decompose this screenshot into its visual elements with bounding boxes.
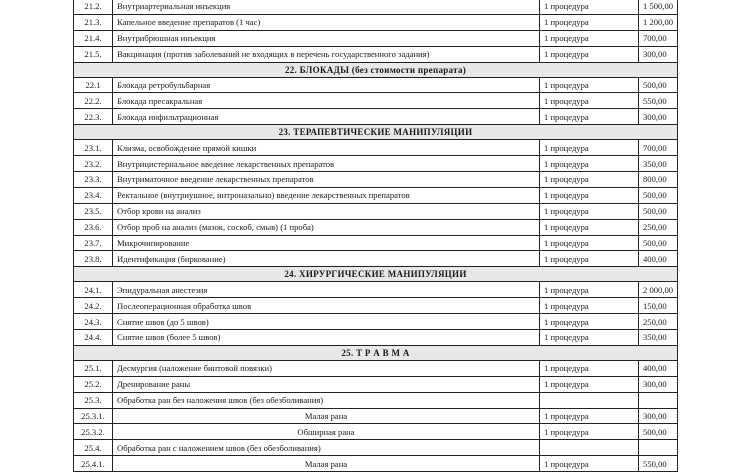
service-name: Обработка ран с наложением швов (без обезболивания) bbox=[113, 440, 540, 456]
service-price: 350,00 bbox=[639, 330, 678, 346]
table-row bbox=[74, 219, 678, 235]
service-name: Внутрицистернальное введение лекарственных препаратов bbox=[113, 156, 540, 172]
service-code: 21.5. bbox=[74, 46, 113, 62]
service-name: Дренирование раны bbox=[113, 376, 540, 392]
service-name: Малая рана bbox=[113, 408, 540, 424]
section-title: 25. Т Р А В М А bbox=[74, 345, 678, 360]
section-header-row bbox=[74, 345, 678, 360]
service-unit: 1 процедура bbox=[540, 408, 639, 424]
service-price: 2 000,00 bbox=[639, 282, 678, 298]
service-code: 24.2. bbox=[74, 298, 113, 314]
service-price: 300,00 bbox=[639, 109, 678, 125]
service-name: Ректальное (внутриушное, интроназально) введение лекарственных препаратов bbox=[113, 187, 540, 203]
service-price: 300,00 bbox=[639, 46, 678, 62]
service-unit: 1 процедура bbox=[540, 298, 639, 314]
service-unit: 1 процедура bbox=[540, 14, 639, 30]
service-unit: 1 процедура bbox=[540, 46, 639, 62]
service-name: Снятие швов (до 5 швов) bbox=[113, 314, 540, 330]
service-price: 400,00 bbox=[639, 251, 678, 267]
service-unit: 1 процедура bbox=[540, 330, 639, 346]
service-unit: 1 процедура bbox=[540, 30, 639, 46]
service-price: 700,00 bbox=[639, 140, 678, 156]
service-code: 25.1. bbox=[74, 360, 113, 376]
service-code: 23.7. bbox=[74, 235, 113, 251]
service-unit: 1 процедура bbox=[540, 251, 639, 267]
table-row bbox=[74, 0, 678, 14]
service-unit: 1 процедура bbox=[540, 424, 639, 440]
service-name: Блокада пресакральная bbox=[113, 93, 540, 109]
service-code: 25.4.1. bbox=[74, 456, 113, 472]
service-price: 250,00 bbox=[639, 219, 678, 235]
table-row bbox=[74, 408, 678, 424]
table-row bbox=[74, 376, 678, 392]
service-name: Послеоперационная обработка швов bbox=[113, 298, 540, 314]
service-unit: 1 процедура bbox=[540, 360, 639, 376]
service-name: Обработка ран без наложения швов (без обезболивания) bbox=[113, 392, 540, 408]
service-code: 21.2. bbox=[74, 0, 113, 14]
service-price: 350,00 bbox=[639, 156, 678, 172]
service-code: 24.4. bbox=[74, 330, 113, 346]
service-price: 700,00 bbox=[639, 30, 678, 46]
service-price: 550,00 bbox=[639, 93, 678, 109]
section-title: 24. ХИРУРГИЧЕСКИЕ МАНИПУЛЯЦИИ bbox=[74, 267, 678, 282]
service-name: Блокада инфильтрационная bbox=[113, 109, 540, 125]
service-name: Отбор крови на анализ bbox=[113, 203, 540, 219]
service-unit: 1 процедура bbox=[540, 172, 639, 188]
service-unit bbox=[540, 440, 639, 456]
section-title: 23. ТЕРАПЕВТИЧЕСКИЕ МАНИПУЛЯЦИИ bbox=[74, 125, 678, 140]
service-code: 24.1. bbox=[74, 282, 113, 298]
service-unit: 1 процедура bbox=[540, 77, 639, 93]
service-name: Блокада ретробульбарная bbox=[113, 77, 540, 93]
service-price: 1 200,00 bbox=[639, 14, 678, 30]
service-name: Малая рана bbox=[113, 456, 540, 472]
service-name: Снятие швов (более 5 швов) bbox=[113, 330, 540, 346]
price-table-body bbox=[74, 0, 678, 472]
service-unit bbox=[540, 392, 639, 408]
service-price: 500,00 bbox=[639, 77, 678, 93]
service-code: 23.8. bbox=[74, 251, 113, 267]
section-title: 22. БЛОКАДЫ (без стоимости препарата) bbox=[74, 62, 678, 77]
service-price: 500,00 bbox=[639, 203, 678, 219]
service-unit: 1 процедура bbox=[540, 187, 639, 203]
service-unit: 1 процедура bbox=[540, 93, 639, 109]
section-header-row bbox=[74, 62, 678, 77]
service-code: 25.3. bbox=[74, 392, 113, 408]
service-unit: 1 процедура bbox=[540, 314, 639, 330]
service-price: 550,00 bbox=[639, 456, 678, 472]
table-row bbox=[74, 424, 678, 440]
service-code: 25.4. bbox=[74, 440, 113, 456]
service-price: 500,00 bbox=[639, 187, 678, 203]
service-unit: 1 процедура bbox=[540, 235, 639, 251]
service-unit: 1 процедура bbox=[540, 219, 639, 235]
service-name: Идентификация (биркование) bbox=[113, 251, 540, 267]
service-unit: 1 процедура bbox=[540, 203, 639, 219]
table-row bbox=[74, 314, 678, 330]
service-unit: 1 процедура bbox=[540, 282, 639, 298]
service-name: Вакцинация (против заболеваний не входящих в перечень государственного задания) bbox=[113, 46, 540, 62]
service-price bbox=[639, 392, 678, 408]
table-row bbox=[74, 330, 678, 346]
price-table bbox=[73, 0, 678, 472]
service-name: Отбор проб на анализ (мазок, соскоб, смыв) (1 проба) bbox=[113, 219, 540, 235]
table-row bbox=[74, 109, 678, 125]
service-name: Обширная рана bbox=[113, 424, 540, 440]
service-price bbox=[639, 440, 678, 456]
service-code: 21.3. bbox=[74, 14, 113, 30]
service-code: 23.2. bbox=[74, 156, 113, 172]
service-name: Внутриартериальная инъекция bbox=[113, 0, 540, 14]
service-unit: 1 процедура bbox=[540, 156, 639, 172]
service-code: 24.3. bbox=[74, 314, 113, 330]
table-row bbox=[74, 298, 678, 314]
table-row bbox=[74, 235, 678, 251]
service-code: 25.3.1. bbox=[74, 408, 113, 424]
service-code: 23.5. bbox=[74, 203, 113, 219]
table-row bbox=[74, 172, 678, 188]
service-name: Эпидуральная анестезия bbox=[113, 282, 540, 298]
service-code: 23.1. bbox=[74, 140, 113, 156]
service-name: Клизма, освобождение прямой кишки bbox=[113, 140, 540, 156]
section-header-row bbox=[74, 125, 678, 140]
service-code: 25.3.2. bbox=[74, 424, 113, 440]
service-name: Внутрибрюшная инъекция bbox=[113, 30, 540, 46]
service-code: 22.2. bbox=[74, 93, 113, 109]
table-row bbox=[74, 440, 678, 456]
service-code: 23.6. bbox=[74, 219, 113, 235]
service-price: 150,00 bbox=[639, 298, 678, 314]
service-price: 1 500,00 bbox=[639, 0, 678, 14]
service-name: Капельное введение препаратов (1 час) bbox=[113, 14, 540, 30]
table-row bbox=[74, 392, 678, 408]
service-code: 22.3. bbox=[74, 109, 113, 125]
table-row bbox=[74, 77, 678, 93]
table-row bbox=[74, 156, 678, 172]
table-row bbox=[74, 456, 678, 472]
service-code: 23.3. bbox=[74, 172, 113, 188]
service-unit: 1 процедура bbox=[540, 456, 639, 472]
service-code: 25.2. bbox=[74, 376, 113, 392]
service-unit: 1 процедура bbox=[540, 109, 639, 125]
service-price: 800,00 bbox=[639, 172, 678, 188]
table-row bbox=[74, 282, 678, 298]
service-price: 500,00 bbox=[639, 235, 678, 251]
table-row bbox=[74, 360, 678, 376]
service-code: 21.4. bbox=[74, 30, 113, 46]
table-row bbox=[74, 30, 678, 46]
service-name: Микрочипирование bbox=[113, 235, 540, 251]
table-row bbox=[74, 46, 678, 62]
section-header-row bbox=[74, 267, 678, 282]
service-unit: 1 процедура bbox=[540, 376, 639, 392]
service-price: 500,00 bbox=[639, 424, 678, 440]
service-price: 250,00 bbox=[639, 314, 678, 330]
service-price: 300,00 bbox=[639, 376, 678, 392]
table-row bbox=[74, 251, 678, 267]
table-row bbox=[74, 140, 678, 156]
table-row bbox=[74, 203, 678, 219]
service-price: 300,00 bbox=[639, 408, 678, 424]
service-unit: 1 процедура bbox=[540, 140, 639, 156]
service-code: 22.1 bbox=[74, 77, 113, 93]
table-row bbox=[74, 93, 678, 109]
table-row bbox=[74, 187, 678, 203]
service-name: Десмургия (наложение бинтовой повязки) bbox=[113, 360, 540, 376]
table-row bbox=[74, 14, 678, 30]
service-code: 23.4. bbox=[74, 187, 113, 203]
service-unit: 1 процедура bbox=[540, 0, 639, 14]
service-price: 400,00 bbox=[639, 360, 678, 376]
service-name: Внутриматочное введение лекарственных препаратов bbox=[113, 172, 540, 188]
